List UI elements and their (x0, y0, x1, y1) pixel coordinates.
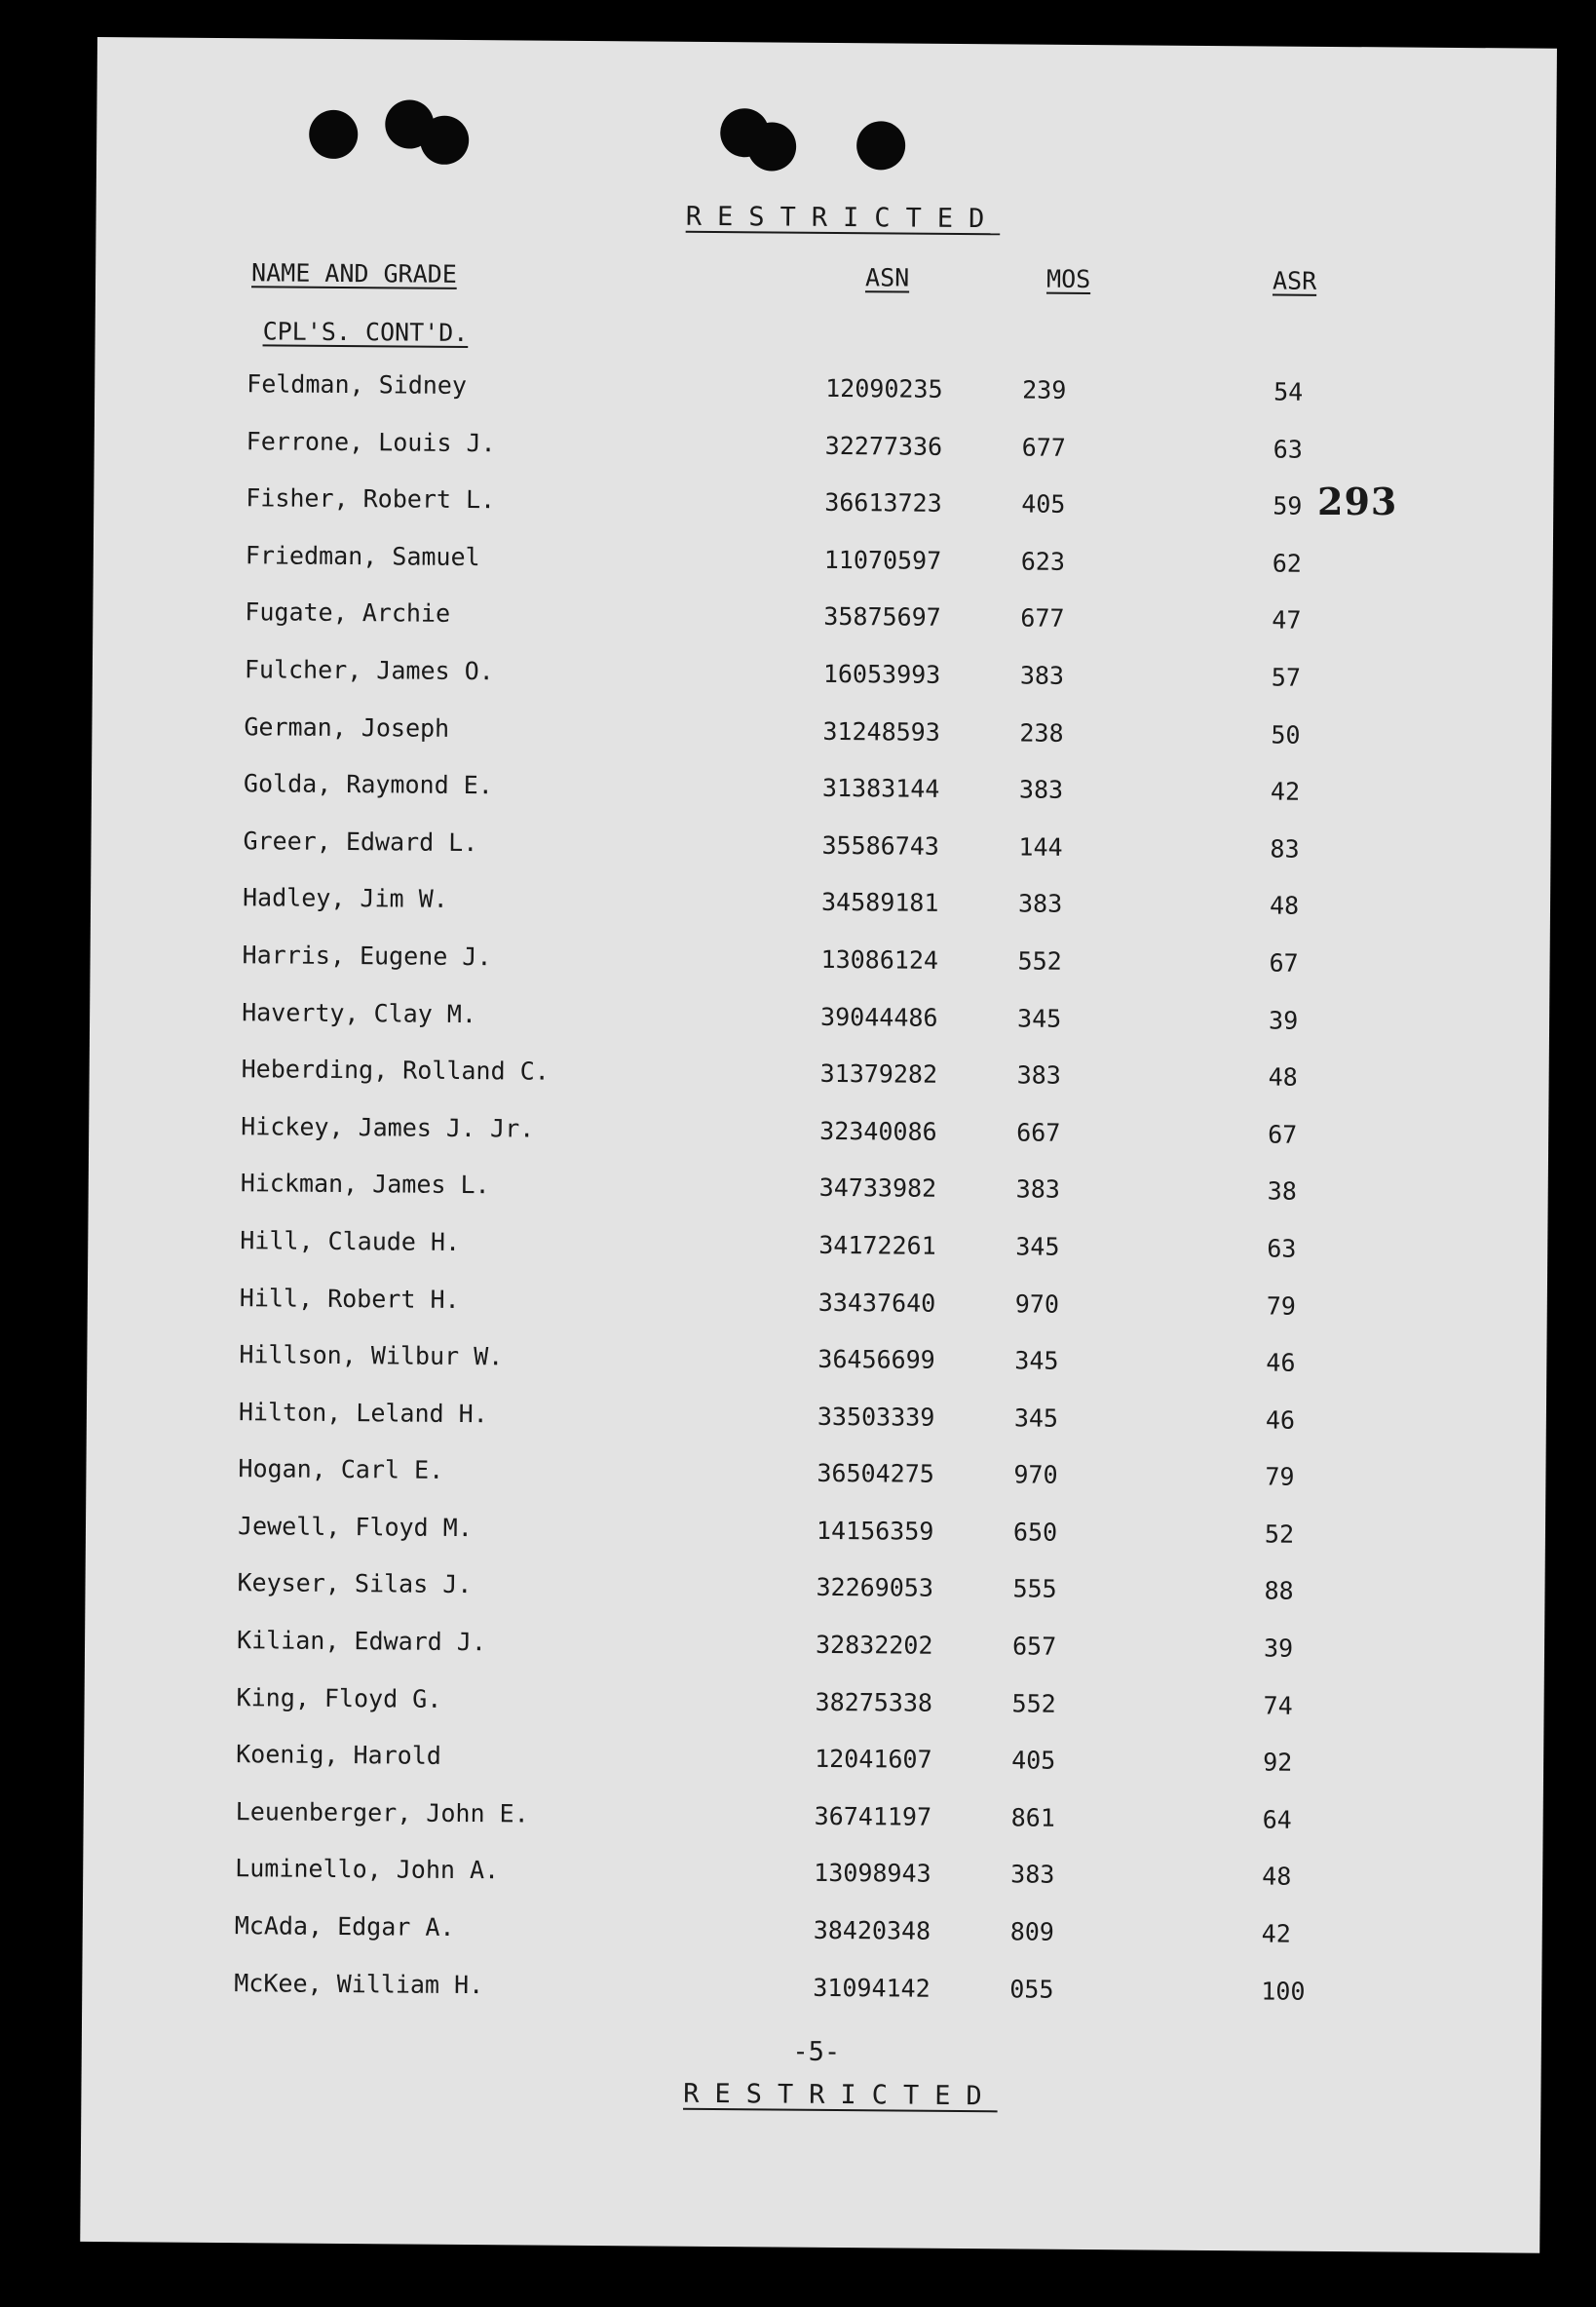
name-cell: Greer, Edward L. (243, 826, 478, 857)
punch-hole (309, 110, 358, 159)
asr-cell: 88 (1264, 1576, 1294, 1606)
name-cell: Ferrone, Louis J. (246, 426, 496, 457)
asn-cell: 12041607 (815, 1745, 932, 1775)
asr-cell: 67 (1268, 1120, 1298, 1149)
asn-cell: 11070597 (823, 545, 942, 575)
mos-cell: 345 (1014, 1346, 1059, 1375)
mos-cell: 405 (1021, 489, 1066, 519)
asn-cell: 33437640 (817, 1288, 936, 1318)
asr-cell: 67 (1269, 948, 1299, 978)
name-cell: Koenig, Harold (236, 1740, 441, 1771)
asr-cell: 63 (1273, 435, 1303, 464)
mos-cell: 383 (1010, 1860, 1055, 1890)
mos-cell: 405 (1011, 1746, 1056, 1776)
asn-cell: 36741197 (814, 1801, 932, 1831)
name-cell: Friedman, Samuel (245, 540, 480, 571)
asr-cell: 64 (1262, 1805, 1292, 1834)
mos-cell: 552 (1011, 1689, 1056, 1718)
name-cell: Harris, Eugene J. (242, 941, 492, 972)
mos-cell: 552 (1017, 946, 1062, 976)
asr-cell: 79 (1265, 1462, 1295, 1491)
asn-cell: 34172261 (818, 1230, 936, 1260)
asn-cell: 14156359 (816, 1516, 934, 1546)
asr-cell: 52 (1264, 1519, 1295, 1549)
mos-cell: 970 (1013, 1460, 1058, 1490)
name-cell: Leuenberger, John E. (235, 1797, 529, 1828)
header-mos: MOS (1045, 264, 1091, 294)
name-cell: Fisher, Robert L. (246, 483, 496, 515)
mos-cell: 345 (1015, 1232, 1060, 1261)
mos-cell: 383 (1015, 1174, 1061, 1205)
asn-cell: 16053993 (822, 659, 941, 689)
asn-cell: 13086124 (820, 944, 939, 975)
punch-hole (856, 121, 905, 170)
name-cell: Keyser, Silas J. (237, 1568, 473, 1599)
header-name-and-grade: NAME AND GRADE (250, 258, 457, 288)
asr-cell: 39 (1269, 1006, 1299, 1035)
restricted-footer: RESTRICTED (683, 2078, 998, 2112)
mos-cell: 657 (1011, 1632, 1057, 1661)
name-cell: McAda, Edgar A. (234, 1911, 455, 1942)
name-cell: Hogan, Carl E. (238, 1454, 444, 1485)
asr-cell: 46 (1266, 1348, 1296, 1377)
name-cell: Haverty, Clay M. (242, 997, 477, 1028)
asn-cell: 31248593 (822, 716, 940, 747)
mos-cell: 345 (1013, 1403, 1059, 1433)
asn-cell: 34589181 (820, 888, 939, 918)
mos-cell: 239 (1022, 375, 1067, 404)
asr-cell: 42 (1261, 1919, 1291, 1948)
mos-cell: 383 (1016, 1060, 1061, 1090)
mos-cell: 667 (1016, 1118, 1061, 1147)
mos-cell: 383 (1019, 661, 1065, 690)
asn-cell: 32832202 (815, 1630, 933, 1660)
mos-cell: 383 (1018, 775, 1064, 804)
name-cell: Jewell, Floyd M. (237, 1512, 473, 1542)
mos-cell: 238 (1019, 718, 1064, 748)
name-cell: Luminello, John A. (235, 1854, 500, 1885)
restricted-header: RESTRICTED (685, 201, 1001, 235)
asn-cell: 35586743 (821, 830, 940, 861)
asn-cell: 31094142 (813, 1973, 931, 2003)
asn-cell: 31383144 (821, 774, 940, 803)
mos-cell: 861 (1010, 1803, 1055, 1832)
asr-cell: 100 (1261, 1977, 1306, 2006)
name-cell: German, Joseph (244, 711, 450, 743)
asr-cell: 48 (1268, 1062, 1298, 1092)
asr-cell: 50 (1271, 720, 1301, 750)
asn-cell: 36456699 (817, 1344, 935, 1374)
name-cell: Heberding, Rolland C. (241, 1055, 550, 1086)
header-asr: ASR (1272, 266, 1317, 295)
asn-cell: 38420348 (813, 1915, 931, 1945)
asn-cell: 34733982 (818, 1173, 937, 1204)
asr-cell: 48 (1269, 891, 1300, 921)
asn-cell: 38275338 (815, 1687, 933, 1717)
asr-cell: 54 (1273, 377, 1304, 406)
document-page (80, 37, 1557, 2253)
asn-cell: 12090235 (825, 373, 943, 404)
asr-cell: 62 (1272, 549, 1303, 578)
name-cell: Hickman, James L. (240, 1169, 490, 1200)
asr-cell: 42 (1270, 777, 1301, 806)
asn-cell: 33503339 (817, 1402, 935, 1432)
asr-cell: 57 (1271, 663, 1302, 692)
asr-cell: 48 (1262, 1862, 1292, 1892)
header-asn: ASN (864, 263, 910, 292)
name-cell: Fugate, Archie (245, 597, 451, 629)
mos-cell: 555 (1012, 1574, 1057, 1604)
name-cell: Hadley, Jim W. (242, 883, 448, 914)
punch-hole (747, 122, 796, 171)
name-cell: Hilton, Leland H. (238, 1397, 488, 1428)
mos-cell: 623 (1020, 547, 1066, 576)
asn-cell: 13098943 (814, 1859, 931, 1889)
roster-table (82, 368, 1554, 2036)
mos-cell: 650 (1012, 1518, 1058, 1547)
asn-cell: 31379282 (819, 1058, 938, 1089)
name-cell: Hickey, James J. Jr. (241, 1111, 535, 1143)
stamped-folio-number: 293 (1317, 480, 1398, 523)
asn-cell: 32269053 (816, 1573, 934, 1603)
asn-cell: 32277336 (824, 431, 943, 461)
name-cell: McKee, William H. (234, 1968, 484, 1999)
asn-cell: 32340086 (819, 1116, 937, 1146)
mos-cell: 383 (1017, 889, 1063, 919)
asr-cell: 79 (1266, 1290, 1297, 1321)
mos-cell: 677 (1020, 603, 1065, 634)
asn-cell: 36613723 (824, 488, 942, 519)
asr-cell: 46 (1265, 1405, 1296, 1435)
asn-cell: 39044486 (820, 1002, 938, 1032)
mos-cell: 055 (1009, 1975, 1054, 2004)
asr-cell: 59 (1273, 491, 1303, 520)
column-headers (95, 257, 1555, 308)
name-cell: Kilian, Edward J. (236, 1626, 487, 1657)
asr-cell: 92 (1263, 1748, 1293, 1777)
page-number: -5- (792, 2036, 841, 2068)
name-cell: Hill, Robert H. (239, 1283, 460, 1314)
asr-cell: 38 (1267, 1176, 1297, 1207)
mos-cell: 809 (1009, 1917, 1055, 1946)
mos-cell: 970 (1014, 1288, 1060, 1319)
name-cell: Hill, Claude H. (240, 1226, 461, 1256)
name-cell: Golda, Raymond E. (243, 769, 493, 800)
asr-cell: 39 (1263, 1634, 1294, 1663)
asr-cell: 83 (1270, 834, 1300, 864)
asr-cell: 63 (1267, 1234, 1297, 1263)
name-cell: King, Floyd G. (236, 1682, 442, 1713)
mos-cell: 144 (1018, 832, 1063, 862)
asr-cell: 74 (1263, 1691, 1293, 1720)
asn-cell: 36504275 (817, 1459, 934, 1489)
mos-cell: 345 (1017, 1003, 1062, 1033)
name-cell: Hillson, Wilbur W. (239, 1340, 504, 1371)
asr-cell: 47 (1272, 605, 1302, 635)
name-cell: Fulcher, James O. (244, 655, 494, 686)
asn-cell: 35875697 (823, 602, 941, 633)
name-cell: Feldman, Sidney (247, 369, 468, 400)
table-row (82, 1968, 1541, 2036)
punch-hole (420, 116, 469, 165)
section-label: CPL'S. CONT'D. (262, 317, 469, 347)
mos-cell: 677 (1021, 433, 1066, 462)
